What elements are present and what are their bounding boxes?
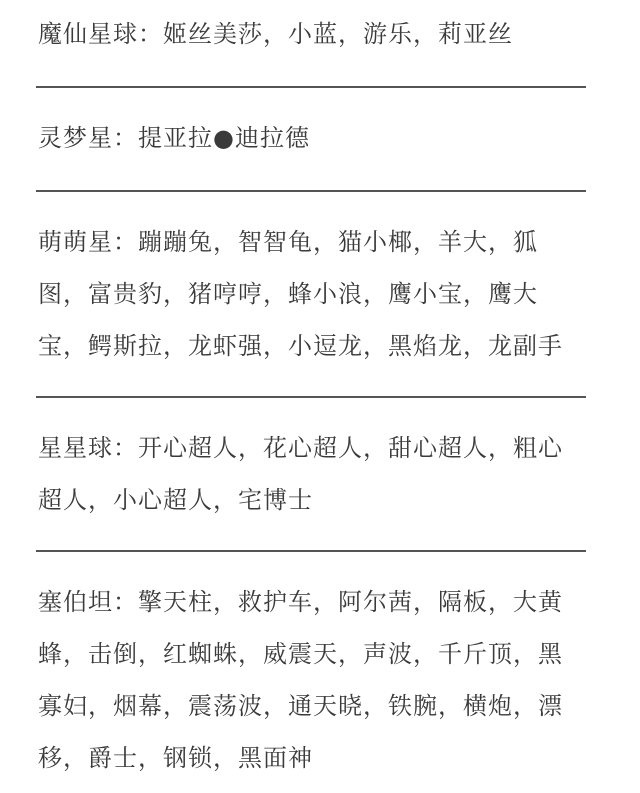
section-moxian-planet: 魔仙星球：姬丝美莎，小蓝，游乐，莉亚丝 [38, 20, 513, 48]
section-cybertron: 塞伯坦：擎天柱，救护车，阿尔茜，隔板，大黄 蜂，击倒，红蜘蛛，威震天，声波，千斤顶，黑 寡妇，烟幕，震荡波，通天晓，铁腕，横炮，漂 移，爵士，钢锁，黑面神 [38, 588, 563, 772]
divider [36, 550, 586, 552]
section-xingxing-planet: 星星球：开心超人，花心超人，甜心超人，粗心 超人，小心超人，宅博士 [38, 434, 563, 514]
section-lingmeng-planet: 灵梦星：提亚拉●迪拉德 [38, 124, 310, 152]
divider [36, 190, 586, 192]
divider [36, 86, 586, 88]
divider [36, 396, 586, 398]
section-mengmeng-planet: 萌萌星：蹦蹦兔，智智龟，猫小椰，羊大，狐 图，富贵豹，猪哼哼，蜂小浪，鹰小宝，鹰大 宝，鳄斯拉，龙虾强，小逗龙，黑焰龙，龙副手 [38, 228, 563, 360]
